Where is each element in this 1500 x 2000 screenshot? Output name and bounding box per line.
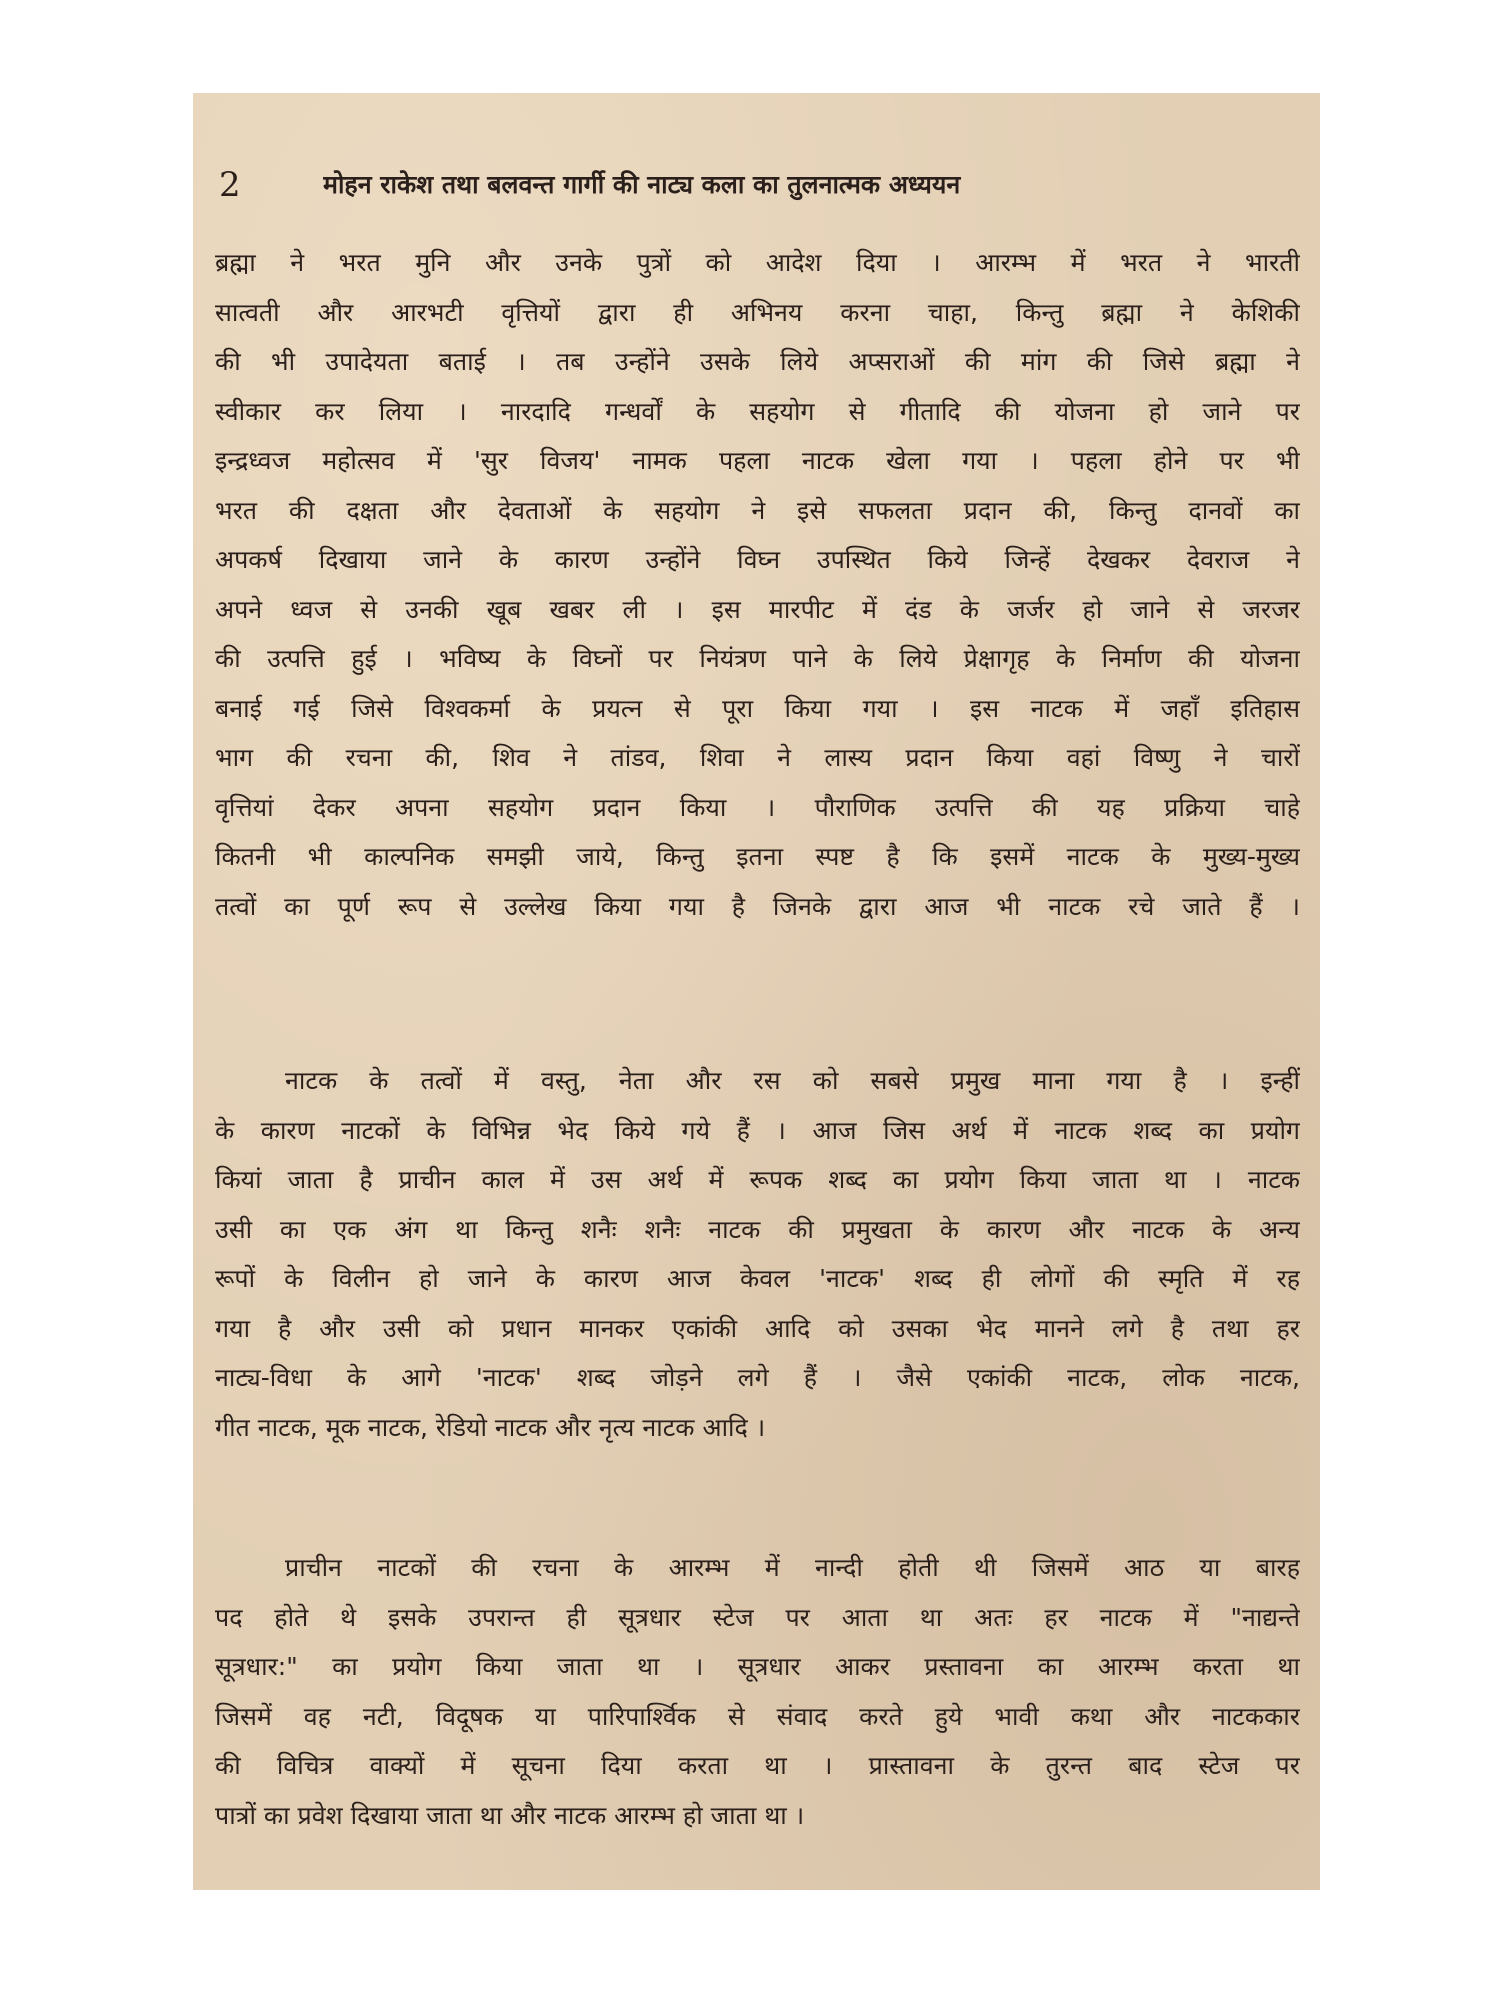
text-line: नाट्य-विधा के आगे 'नाटक' शब्द जोड़ने लगे हैं । जैसे एकांकी नाटक, लोक नाटक, xyxy=(215,1363,1300,1392)
text-line: वृत्तियां देकर अपना सहयोग प्रदान किया । पौराणिक उत्पत्ति की यह प्रक्रिया चाहे xyxy=(215,792,1300,822)
running-title: मोहन राकेश तथा बलवन्त गार्गी की नाट्य कला का तुलनात्मक अध्ययन xyxy=(323,170,961,199)
text-line: के कारण नाटकों के विभिन्न भेद किये गये हैं । आज जिस अर्थ में नाटक शब्द का प्रयोग xyxy=(215,1115,1300,1145)
text-line: जिसमें वह नटी, विदूषक या पारिपार्श्विक से संवाद करते हुये भावी कथा और नाटककार xyxy=(215,1701,1300,1731)
text-line: की भी उपादेयता बताई । तब उन्होंने उसके लिये अप्सराओं की मांग की जिसे ब्रह्मा ने xyxy=(215,347,1300,376)
text-line: भरत की दक्षता और देवताओं के सहयोग ने इसे सफलता प्रदान की, किन्तु दानवों का xyxy=(215,495,1300,525)
text-line: तत्वों का पूर्ण रूप से उल्लेख किया गया है जिनके द्वारा आज भी नाटक रचे जाते हैं । xyxy=(215,891,1300,921)
text-line: की उत्पत्ति हुई । भविष्य के विघ्नों पर नियंत्रण पाने के लिये प्रेक्षागृह के निर्माण की योजना xyxy=(215,644,1300,673)
text-line: कितनी भी काल्पनिक समझी जाये, किन्तु इतना स्पष्ट है कि इसमें नाटक के मुख्य-मुख्य xyxy=(215,842,1300,871)
text-line: अपकर्ष दिखाया जाने के कारण उन्होंने विघ्न उपस्थित किये जिन्हें देखकर देवराज ने xyxy=(215,545,1300,574)
text-line: इन्द्रध्वज महोत्सव में 'सुर विजय' नामक पहला नाटक खेला गया । पहला होने पर भी xyxy=(215,446,1300,475)
text-line: उसी का एक अंग था किन्तु शनैः शनैः नाटक की प्रमुखता के कारण और नाटक के अन्य xyxy=(215,1214,1300,1244)
page-number: 2 xyxy=(219,165,241,205)
text-line: कियां जाता है प्राचीन काल में उस अर्थ में रूपक शब्द का प्रयोग किया जाता था । नाटक xyxy=(215,1165,1300,1194)
text-line: बनाई गई जिसे विश्वकर्मा के प्रयत्न से पूरा किया गया । इस नाटक में जहाँ इतिहास xyxy=(215,693,1300,723)
text-line: गया है और उसी को प्रधान मानकर एकांकी आदि को उसका भेद मानने लगे है तथा हर xyxy=(215,1313,1300,1343)
text-line: पात्रों का प्रवेश दिखाया जाता था और नाटक आरम्भ हो जाता था । xyxy=(215,1800,805,1830)
text-line: रूपों के विलीन हो जाने के कारण आज केवल 'नाटक' शब्द ही लोगों की स्मृति में रह xyxy=(215,1264,1300,1293)
paragraph-1 xyxy=(215,238,1300,931)
text-line: स्वीकार कर लिया । नारदादि गन्धर्वों के सहयोग से गीतादि की योजना हो जाने पर xyxy=(215,396,1300,426)
paragraph-2 xyxy=(215,1056,1300,1452)
paragraph-3 xyxy=(215,1543,1300,1840)
text-line: नाटक के तत्वों में वस्तु, नेता और रस को सबसे प्रमुख माना गया है । इन्हीं xyxy=(285,1066,1300,1095)
text-line: गीत नाटक, मूक नाटक, रेडियो नाटक और नृत्य नाटक आदि । xyxy=(215,1412,766,1442)
text-line: पद होते थे इसके उपरान्त ही सूत्रधार स्टेज पर आता था अतः हर नाटक में "नाद्यन्ते xyxy=(215,1602,1300,1632)
text-line: प्राचीन नाटकों की रचना के आरम्भ में नान्दी होती थी जिसमें आठ या बारह xyxy=(285,1553,1300,1582)
text-line: अपने ध्वज से उनकी खूब खबर ली । इस मारपीट में दंड के जर्जर हो जाने से जरजर xyxy=(215,594,1300,624)
page-header xyxy=(219,163,1299,207)
text-line: की विचित्र वाक्यों में सूचना दिया करता था । प्रास्तावना के तुरन्त बाद स्टेज पर xyxy=(215,1751,1300,1780)
text-line: भाग की रचना की, शिव ने तांडव, शिवा ने लास्य प्रदान किया वहां विष्णु ने चारों xyxy=(215,743,1300,772)
scanned-book-page xyxy=(193,93,1320,1890)
text-line: ब्रह्मा ने भरत मुनि और उनके पुत्रों को आदेश दिया । आरम्भ में भरत ने भारती xyxy=(215,248,1300,277)
text-line: सूत्रधार:" का प्रयोग किया जाता था । सूत्रधार आकर प्रस्तावना का आरम्भ करता था xyxy=(215,1652,1300,1681)
text-line: सात्वती और आरभटी वृत्तियों द्वारा ही अभिनय करना चाहा, किन्तु ब्रह्मा ने केशिकी xyxy=(215,297,1300,327)
